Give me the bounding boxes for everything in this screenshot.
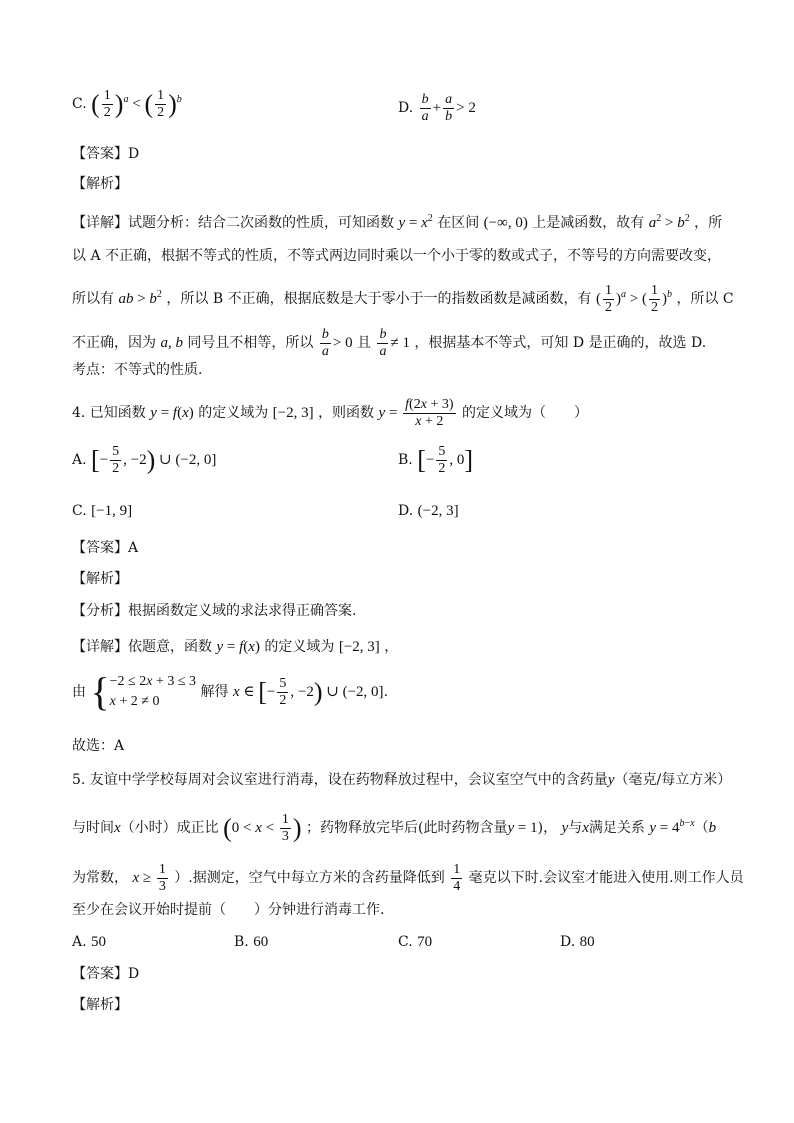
q4-detail: 【详解】依题意，函数 y = f(x) 的定义域为 [−2, 3] ， [72,639,399,655]
q3-answer: 【答案】D [72,146,140,162]
q5-stem-line4: 至少在会议开始时提前（ ）分钟进行消毒工作. [72,902,385,918]
q5-stem-line2: 与时间x（小时）成正比 (0 < x < $\frac{1}{3}$ ) ；药物释放完毕后(此时药物含量y = 1)， y与x满足关系 $y = 4^{b-x}(b$ [72,812,717,844]
q4-answer: 【答案】A [72,540,139,556]
q4-analysis-label: 【解析】 [72,571,128,587]
q4-option-c: C. [−1, 9] [72,503,133,519]
q4-option-d: D. (−2, 3] [398,503,459,519]
q4-choose: 故选：A [72,738,125,754]
q3-detail-line1: 【详解】试题分析：结合二次函数的性质，可知函数 $y = x^2$ 在区间 (−∞, 0) 上是减函数，故有 $a^2 > b^2$ ，所 [72,213,723,231]
q3-analysis-label: 【解析】 [72,176,128,192]
q5-stem-line3: 为常数， x ≥ $\frac{1}{3}$ ）.据测定，空气中每立方米的含药量降低到 $\frac{1}{4}$ 毫克以下时.会议室才能进入使用.则工作人员 [72,862,744,894]
q3-detail-line4: 不正确，因为 a, b 同号且不相等，所以 $\frac{b}{a}$ > 0 且 $\frac{b}{a}$ ≠ 1 ，根据基本不等式，可知 D 是正确的，故选 D. [72,327,707,359]
q5-stem-line1: 5. 友谊中学学校每周对会议室进行消毒，设在药物释放过程中，会议室空气中的含药量y（毫克/每立方米） [72,772,732,788]
q5-option-a: A. 50 [72,934,107,950]
q4-fenxi: 【分析】根据函数定义域的求法求得正确答案. [72,603,357,619]
q4-option-a: A. [− $\frac{5}{2}$ , −2) ∪ (−2, 0] [72,444,217,476]
q3-kaodian: 考点：不等式的性质. [72,362,203,378]
q5-answer: 【答案】D [72,966,140,982]
q4-option-b: B. [− $\frac{5}{2}$ , 0] [398,444,474,476]
q5-option-c: C. 70 [398,934,433,950]
q5-analysis-label: 【解析】 [72,997,128,1013]
q5-option-d: D. 80 [560,934,595,950]
q4-stem: 4. 已知函数 y = f(x) 的定义域为 [−2, 3] ，则函数 y = $\frac{f(2x + 3)}{x + 2}$ 的定义域为（ ） [72,397,588,429]
q3-detail-line3: 所以有 ab > $b^2$ ，所以 B 不正确，根据底数是大于零小于一的指数函数是减函数，有 ( $\frac{1}{2}$ )$^a$ > ( $\frac{1}{2}$ )$^b$ ，所以 C [72,283,734,315]
q5-option-b: B. 60 [234,934,269,950]
q3-detail-line2: 以 A 不正确，根据不等式的性质，不等式两边同时乘以一个小于零的数或式子，不等号的方向需要改变， [72,248,722,264]
q4-solve: 由 { −2 ≤ 2x + 3 ≤ 3 x + 2 ≠ 0 解得 x ∈ [− $\frac{5}{2}$ , −2) ∪ (−2, 0]. [72,669,389,714]
q3-option-c: C. ( $\frac{1}{2}$ )$^a$ < ( $\frac{1}{2}$ )$^b$ [72,88,182,120]
q3-option-d: D. $\frac{b}{a}$ + $\frac{a}{b}$ > 2 [398,92,476,124]
